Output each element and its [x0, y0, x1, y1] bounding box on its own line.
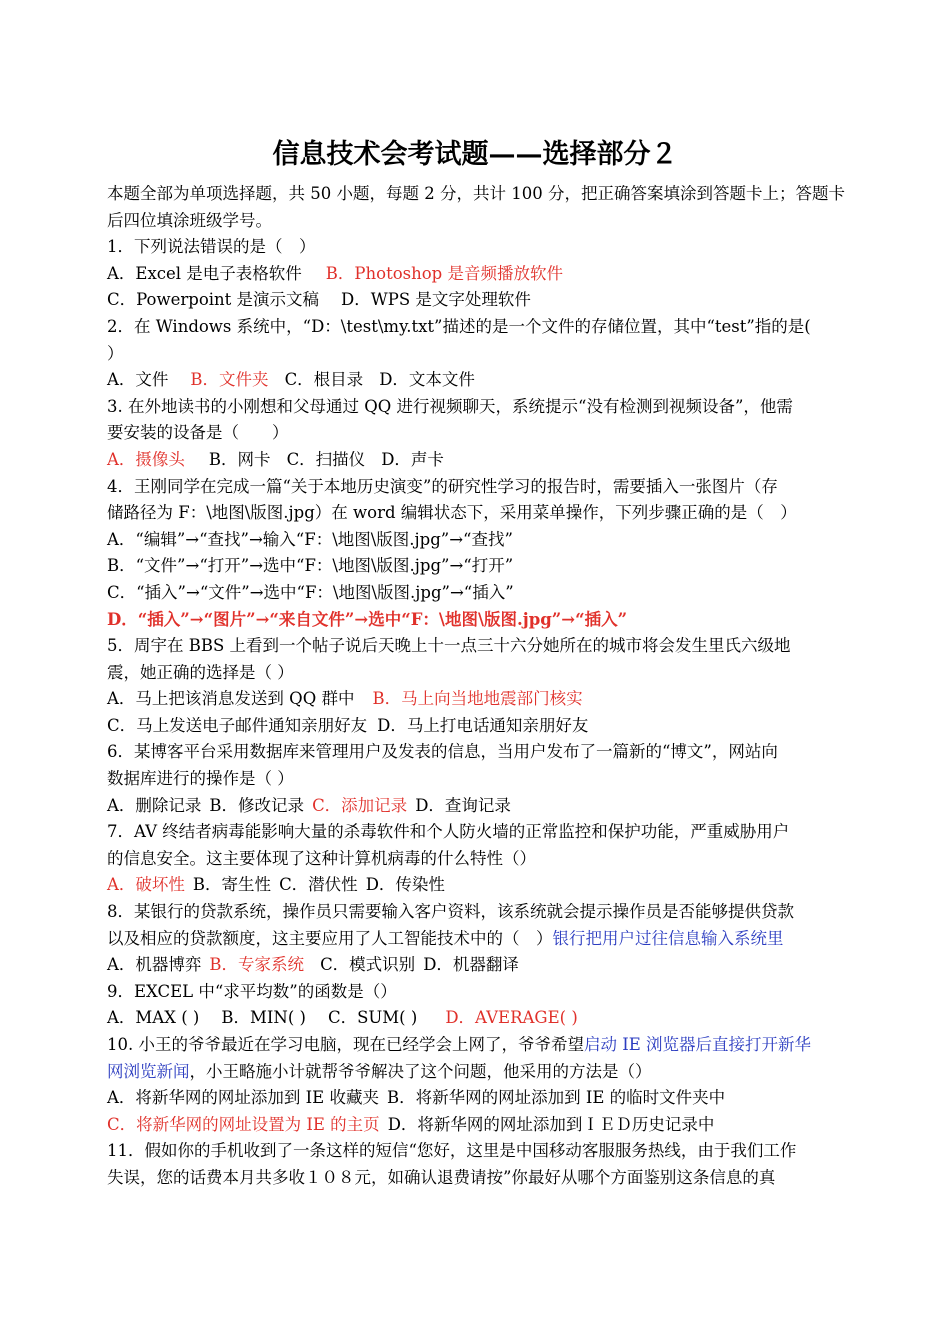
q4-stem-1: 4．王刚同学在完成一篇“关于本地历史演变”的研究性学习的报告时，需要插入一张图片（存	[107, 476, 778, 496]
q10-stem-1	[107, 1032, 842, 1059]
q3-stem-1: 3. 在外地读书的小刚想和父母通过 QQ 进行视频聊天，系统提示“没有检测到视频设备”，他需	[107, 396, 793, 416]
q7-option-b: B．寄生性	[192, 875, 272, 895]
q5-options-ab	[107, 686, 842, 713]
document-body	[107, 181, 845, 1192]
q2-options	[107, 367, 842, 394]
q8-options	[107, 952, 842, 979]
q9-option-d-answer: D．AVERAGE( )	[445, 1008, 578, 1028]
q9-options	[107, 1005, 842, 1032]
q2-option-c: C．根目录	[284, 370, 364, 390]
q5-options-cd	[107, 713, 842, 740]
q10-options-ab	[107, 1085, 842, 1112]
q6-option-a: A．删除记录	[107, 795, 202, 815]
intro-line-1: 本题全部为单项选择题，共 50 小题，每题 2 分，共计 100 分，把正确答案填涂到答题卡上；答题卡	[107, 184, 845, 203]
q4-option-b: B．“文件”→“打开”→选中“F：\地图\版图.jpg”→“打开”	[107, 556, 514, 576]
q9-option-c: C．SUM( )	[327, 1008, 418, 1028]
q3-options	[107, 447, 842, 474]
q10-option-c-answer: C．将新华网的网址设置为 IE 的主页	[107, 1114, 380, 1134]
q8-option-b-answer: B．专家系统	[209, 955, 305, 975]
intro-line-2: 后四位填涂班级学号。	[107, 210, 272, 230]
q8-option-c: C．模式识别	[320, 955, 416, 975]
q3-stem-2: 要安装的设备是（ ）	[107, 423, 289, 443]
q7-option-c: C．潜伏性	[279, 875, 358, 895]
q9-option-a: A．MAX ( )	[107, 1008, 200, 1028]
q11-stem-1: 11．假如你的手机收到了一条这样的短信“您好，这里是中国移动客服服务热线，由于我们工作	[107, 1141, 797, 1161]
q2-stem-1: 2．在 Windows 系统中，“D：\test\my.txt”描述的是一个文件的存储位置，其中“test”指的是(	[107, 316, 811, 336]
q10-stem-1a: 10. 小王的爷爷最近在学习电脑，现在已经学会上网了，爷爷希望	[107, 1035, 584, 1054]
q2-option-d: D．文本文件	[379, 370, 475, 390]
q1-options-cd	[107, 287, 842, 314]
q8-option-d: D．机器翻译	[423, 955, 519, 975]
q8-annotation-note: 银行把用户过往信息输入系统里	[552, 928, 784, 948]
page-title: 信息技术会考试题——选择部分２	[272, 139, 678, 170]
q3-option-d: D．声卡	[381, 449, 444, 469]
q9-stem: 9．EXCEL 中“求平均数”的函数是（）	[107, 981, 397, 1001]
q7-options	[107, 872, 842, 899]
q6-stem-2: 数据库进行的操作是（ ）	[107, 769, 294, 789]
q5-option-b-answer: B．马上向当地地震部门核实	[372, 689, 583, 709]
q7-stem-2: 的信息安全。这主要体现了这种计算机病毒的什么特性（）	[107, 848, 536, 868]
q7-option-d: D．传染性	[365, 875, 445, 895]
q1-options-ab	[107, 261, 842, 288]
q3-option-b: B．网卡	[208, 449, 271, 469]
q10-option-b: B．将新华网的网址添加到 IE 的临时文件夹中	[386, 1088, 726, 1108]
q2-option-a: A．文件	[107, 370, 169, 390]
q10-options-cd	[107, 1112, 842, 1139]
q10-option-a: A．将新华网的网址添加到 IE 收藏夹	[107, 1088, 379, 1108]
q4-stem-2: 储路径为 F：\地图\版图.jpg）在 word 编辑状态下，采用菜单操作，下列步骤正确的是（ ）	[107, 503, 797, 523]
q6-options	[107, 793, 842, 820]
q7-stem-1: 7．AV 终结者病毒能影响大量的杀毒软件和个人防火墙的正常监控和保护功能，严重威胁用户	[107, 822, 790, 842]
q8-option-a: A．机器博弈	[107, 955, 202, 975]
q11-stem-2: 失误，您的话费本月共多收１０８元，如确认退费请按”你最好从哪个方面鉴别这条信息的真	[107, 1167, 776, 1187]
q2-stem-2: ）	[107, 343, 124, 363]
q9-option-b: B．MIN( )	[221, 1008, 306, 1028]
q4-option-c: C．“插入”→“文件”→选中“F：\地图\版图.jpg”→“插入”	[107, 582, 514, 602]
q8-stem-2	[107, 926, 842, 953]
q10-highlight-2: 网浏览新闻	[107, 1061, 190, 1081]
q6-option-c-answer: C．添加记录	[312, 795, 408, 815]
q4-option-d-answer: D．“插入”→“图片”→“来自文件”→选中“F：\地图\版图.jpg”→“插入”	[107, 609, 628, 629]
q10-highlight-1: 启动 IE 浏览器后直接打开新华	[584, 1035, 812, 1054]
q3-option-c: C．扫描仪	[286, 449, 366, 469]
q1-option-b-answer: B．Photoshop 是音频播放软件	[325, 263, 563, 283]
q3-option-a-answer: A．摄像头	[107, 449, 185, 469]
q5-stem-2: 震，她正确的选择是（ ）	[107, 662, 294, 682]
q6-option-d: D．查询记录	[415, 795, 511, 815]
q5-option-a: A．马上把该消息发送到 QQ 群中	[107, 689, 355, 709]
q8-stem-1: 8．某银行的贷款系统，操作员只需要输入客户资料，该系统就会提示操作员是否能够提供贷款	[107, 902, 794, 922]
q4-option-a: A．“编辑”→“查找”→输入“F：\地图\版图.jpg”→“查找”	[107, 529, 513, 549]
q6-stem-1: 6．某博客平台采用数据库来管理用户及发表的信息，当用户发布了一篇新的“博文”，网站向	[107, 742, 778, 762]
q5-stem-1: 5．周宇在 BBS 上看到一个帖子说后天晚上十一点三十六分她所在的城市将会发生里氏六级地	[107, 636, 791, 656]
q7-option-a-answer: A．破坏性	[107, 875, 185, 895]
q1-option-c: C．Powerpoint 是演示文稿	[107, 290, 320, 310]
q2-option-b-answer: B．文件夹	[190, 370, 269, 390]
q10-stem-2	[107, 1059, 842, 1086]
q5-option-d: D．马上打电话通知亲朋好友	[377, 715, 589, 735]
q1-stem: 1．下列说法错误的是（ ）	[107, 237, 316, 257]
q1-option-a: A．Excel 是电子表格软件	[107, 263, 302, 283]
q1-option-d: D．WPS 是文字处理软件	[341, 290, 531, 310]
q10-stem-2b: ，小王略施小计就帮爷爷解决了这个问题，他采用的方法是（）	[189, 1061, 652, 1081]
q5-option-c: C．马上发送电子邮件通知亲朋好友	[107, 715, 368, 735]
q10-option-d: D．将新华网的网址添加到ＩＥＤ历史记录中	[387, 1114, 715, 1134]
q8-stem-2-text: 以及相应的贷款额度，这主要应用了人工智能技术中的（ ）	[107, 928, 553, 948]
q6-option-b: B．修改记录	[209, 795, 305, 815]
